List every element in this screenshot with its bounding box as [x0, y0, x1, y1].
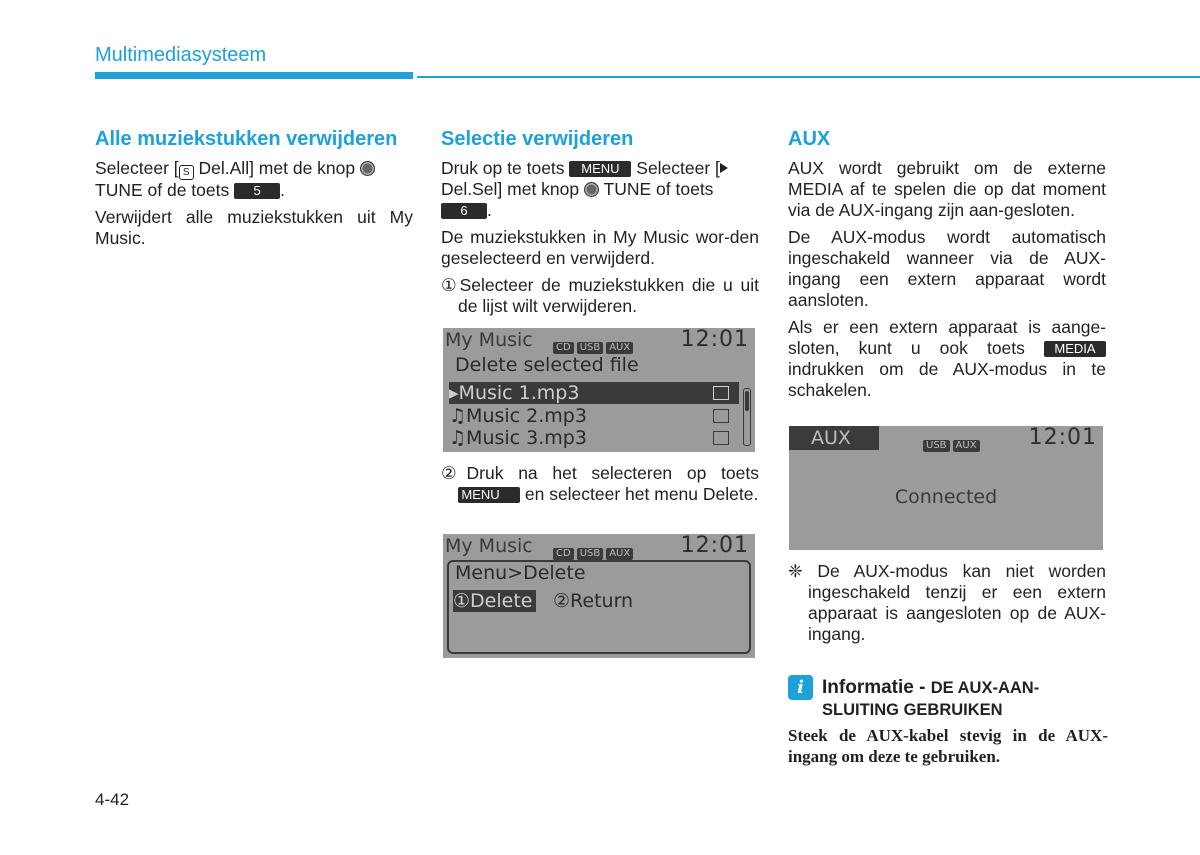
play-marker-icon: ▸ — [449, 382, 459, 404]
aux-status: Connected — [894, 486, 998, 508]
checkbox[interactable] — [713, 409, 729, 423]
note-mark-icon: ❈ — [788, 561, 803, 581]
tag-aux: AUX — [606, 342, 633, 354]
info-title: Informatie - DE AUX-AAN-SLUITING GEBRUIKEN — [822, 677, 1040, 719]
menu-breadcrumb: Menu>Delete — [455, 562, 586, 584]
heading-delete-all: Alle muziekstukken verwijderen — [95, 128, 398, 150]
step-1: ①Selecteer de muziekstukken die u uit de lijst wilt verwijderen. — [441, 275, 759, 316]
tag-aux: AUX — [606, 548, 633, 560]
key-menu: MENU — [569, 161, 631, 177]
heading-delete-selected: Selectie verwijderen — [441, 128, 634, 150]
paragraph-delete-selected-instructions: Druk op te toets MENU Selecteer [ Del.Sel] met knop TUNE of toets 6 . — [441, 158, 759, 221]
info-icon: i — [788, 675, 813, 700]
step-2-block — [441, 463, 759, 511]
screen-aux — [789, 426, 1103, 550]
heading-aux: AUX — [788, 128, 831, 150]
screen-title: AUX — [789, 426, 879, 450]
column-delete-selected — [441, 128, 759, 323]
column-aux — [788, 128, 1106, 407]
music-note-icon: ♫ — [449, 405, 467, 427]
screen-clock: 12:01 — [1028, 425, 1097, 450]
paragraph-delete-selected-result: De muziekstukken in My Music wor-den geselecteerd en verwijderd. — [441, 227, 759, 268]
key-media: MEDIA — [1044, 341, 1106, 357]
header-rule — [417, 76, 1200, 78]
list-item[interactable]: ♫Music 2.mp3 — [449, 405, 587, 427]
screen-title: My Music — [445, 535, 533, 557]
info-body: Steek de AUX-kabel stevig in de AUX-ingang om deze te gebruiken. — [788, 726, 1108, 766]
paragraph-delete-all-instructions: Selecteer [ S Del.All] met de knop TUNE of de toets 5 . — [95, 158, 413, 201]
tag-cd: CD — [553, 342, 574, 354]
paragraph-aux-media-key: Als er een extern apparaat is aange-sloten, kunt u ook toets MEDIA indrukken om de AUX-modus in te schakelen. — [788, 317, 1106, 400]
source-tags — [553, 541, 636, 560]
screen-subtitle: Delete selected file — [455, 354, 639, 376]
list-item[interactable]: ♫Music 3.mp3 — [449, 427, 587, 449]
screen-status-bar — [443, 534, 755, 558]
section-title: Multimediasysteem — [95, 44, 267, 66]
key-menu: MENU — [458, 487, 520, 503]
screen-delete-selected-file — [443, 328, 755, 452]
screen-menu-delete — [443, 534, 755, 658]
tag-aux: AUX — [953, 440, 980, 452]
source-tags — [553, 335, 636, 354]
column-delete-all — [95, 128, 413, 255]
checkbox[interactable] — [713, 431, 729, 445]
aux-note-block — [788, 561, 1106, 651]
screen-status-bar — [443, 328, 755, 352]
tag-usb: USB — [577, 548, 604, 560]
source-tags — [923, 433, 983, 452]
scrollbar-thumb[interactable] — [745, 391, 749, 411]
aux-note: ❈ De AUX-modus kan niet worden ingeschakeld tenzij er een extern apparaat is aangesloten op de AUX-ingang. — [788, 561, 1106, 644]
music-note-icon: ♫ — [449, 427, 467, 449]
menu-option-return[interactable]: ②Return — [553, 590, 634, 612]
scrollbar[interactable] — [743, 388, 751, 446]
paragraph-aux-auto: De AUX-modus wordt automatisch ingeschakeld wanneer via de AUX-ingang een extern apparaat wordt aansloten. — [788, 227, 1106, 310]
menu-option-delete[interactable]: ①Delete — [453, 590, 536, 612]
tune-knob-icon — [584, 182, 599, 197]
tag-usb: USB — [923, 440, 950, 452]
delete-all-icon: S — [179, 165, 194, 180]
header-accent-bar — [95, 72, 413, 79]
step-2: ②Druk na het selecteren op toets MENU en selecteer het menu Delete. — [441, 463, 759, 504]
page-number: 4-42 — [95, 790, 130, 809]
checkbox[interactable] — [713, 386, 729, 400]
screen-clock: 12:01 — [680, 533, 749, 558]
paragraph-aux-intro: AUX wordt gebruikt om de externe MEDIA af te spelen die op dat moment via de AUX-ingang zijn aan-gesloten. — [788, 158, 1106, 220]
paragraph-delete-all-result: Verwijdert alle muziekstukken uit My Music. — [95, 207, 413, 248]
tag-usb: USB — [577, 342, 604, 354]
arrow-right-icon — [720, 163, 728, 173]
key-5: 5 — [234, 183, 280, 199]
list-item[interactable]: ▸Music 1.mp3 — [449, 382, 739, 404]
screen-clock: 12:01 — [680, 327, 749, 352]
screen-status-bar — [789, 426, 1103, 450]
tag-cd: CD — [553, 548, 574, 560]
tune-knob-icon — [360, 161, 375, 176]
screen-title: My Music — [445, 329, 533, 351]
key-6: 6 — [441, 203, 487, 219]
